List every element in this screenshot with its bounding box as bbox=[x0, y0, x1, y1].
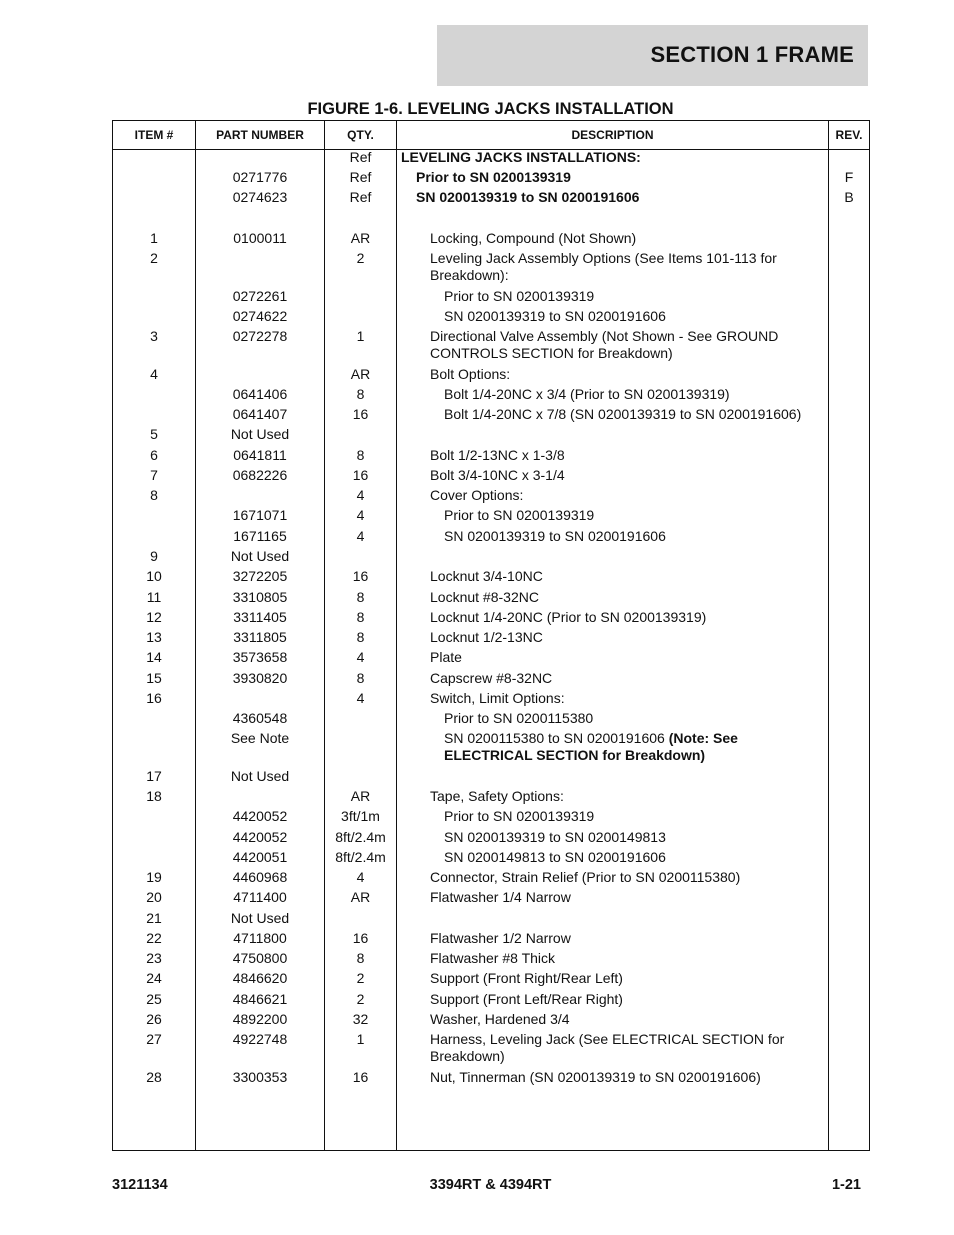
description-cell bbox=[430, 930, 808, 947]
description-text: Prior to SN 0200139319 bbox=[416, 169, 571, 185]
part-number-cell: 4420052 bbox=[232, 808, 288, 824]
part-number-cell: Not Used bbox=[230, 426, 290, 442]
description-text: Prior to SN 0200139319 bbox=[444, 808, 595, 824]
description-text: Prior to SN 0200139319 bbox=[444, 507, 595, 523]
qty-cell: 8 bbox=[356, 609, 365, 625]
description-text: Support (Front Left/Rear Right) bbox=[430, 991, 623, 1007]
item-cell: 28 bbox=[146, 1069, 162, 1085]
header-part-number: PART NUMBER bbox=[216, 128, 304, 142]
description-cell bbox=[430, 250, 808, 284]
model-name: 3394RT & 4394RT bbox=[429, 1177, 552, 1193]
part-number-cell: Not Used bbox=[230, 910, 290, 926]
description-cell bbox=[430, 467, 808, 484]
item-cell: 16 bbox=[146, 690, 162, 706]
rev-cell: B bbox=[844, 189, 854, 205]
description-cell bbox=[444, 730, 822, 764]
part-number-cell: 4420051 bbox=[232, 849, 288, 865]
qty-cell: 4 bbox=[356, 690, 365, 706]
part-number-cell: 4711400 bbox=[233, 889, 287, 905]
description-cell bbox=[430, 1031, 808, 1065]
qty-cell: 4 bbox=[356, 528, 365, 544]
item-cell: 22 bbox=[146, 930, 162, 946]
item-cell: 1 bbox=[150, 230, 158, 246]
part-number-cell: 1671071 bbox=[232, 507, 288, 523]
section-title: SECTION 1 FRAME bbox=[650, 42, 854, 67]
description-text: Plate bbox=[430, 649, 462, 665]
description-text: Bolt 1/2-13NC x 1-3/8 bbox=[430, 447, 565, 463]
qty-cell: AR bbox=[350, 230, 371, 246]
qty-cell: Ref bbox=[349, 189, 372, 205]
part-number-cell: 4846620 bbox=[232, 970, 288, 986]
item-cell: 24 bbox=[146, 970, 162, 986]
description-cell bbox=[444, 808, 822, 825]
description-text: Locknut 1/2-13NC bbox=[430, 629, 543, 645]
qty-cell: 8ft/2.4m bbox=[335, 849, 386, 865]
column-divider bbox=[828, 121, 829, 1150]
qty-cell: 16 bbox=[352, 1069, 369, 1085]
qty-cell: AR bbox=[350, 366, 371, 382]
qty-cell: 4 bbox=[356, 869, 365, 885]
description-cell bbox=[430, 609, 808, 626]
qty-cell: 8 bbox=[356, 386, 365, 402]
item-cell: 15 bbox=[146, 670, 162, 686]
item-cell: 27 bbox=[146, 1031, 162, 1047]
item-cell: 17 bbox=[146, 768, 162, 784]
description-text: Locknut 3/4-10NC bbox=[430, 568, 543, 584]
item-cell: 13 bbox=[146, 629, 162, 645]
description-cell bbox=[430, 991, 808, 1008]
qty-cell: 8ft/2.4m bbox=[335, 829, 386, 845]
description-cell bbox=[444, 528, 822, 545]
item-cell: 6 bbox=[150, 447, 158, 463]
qty-cell: 4 bbox=[356, 487, 365, 503]
qty-cell: 2 bbox=[356, 970, 365, 986]
part-number-cell: 0274622 bbox=[232, 308, 288, 324]
qty-cell: 8 bbox=[356, 447, 365, 463]
qty-cell: 1 bbox=[356, 328, 365, 344]
description-cell bbox=[444, 288, 822, 305]
item-cell: 18 bbox=[146, 788, 162, 804]
description-cell bbox=[444, 406, 822, 423]
qty-cell: 16 bbox=[352, 568, 369, 584]
description-cell bbox=[401, 149, 779, 166]
description-text: SN 0200139319 to SN 0200191606 bbox=[444, 308, 666, 324]
description-text: SN 0200149813 to SN 0200191606 bbox=[444, 849, 666, 865]
description-text: Nut, Tinnerman (SN 0200139319 to SN 0200191606) bbox=[430, 1069, 761, 1085]
description-text: SN 0200139319 to SN 0200191606 bbox=[416, 189, 640, 205]
part-number-cell: 4360548 bbox=[232, 710, 288, 726]
description-text: Flatwasher 1/4 Narrow bbox=[430, 889, 571, 905]
description-cell bbox=[444, 308, 822, 325]
description-text: Locking, Compound (Not Shown) bbox=[430, 230, 637, 246]
description-text: SN 0200139319 to SN 0200191606 bbox=[444, 528, 666, 544]
description-text: Prior to SN 0200139319 bbox=[444, 288, 595, 304]
description-cell bbox=[430, 788, 808, 805]
part-number-cell: 4922748 bbox=[232, 1031, 288, 1047]
description-text: Capscrew #8-32NC bbox=[430, 670, 553, 686]
item-cell: 21 bbox=[146, 910, 162, 926]
description-text: Harness, Leveling Jack (See ELECTRICAL SECTION for Breakdown) bbox=[430, 1031, 785, 1064]
part-number-cell: 3573658 bbox=[232, 649, 288, 665]
description-text: SN 0200115380 to SN 0200191606 bbox=[444, 730, 669, 746]
item-cell: 14 bbox=[146, 649, 162, 665]
description-text: Cover Options: bbox=[430, 487, 524, 503]
part-number-cell: 4711800 bbox=[233, 930, 287, 946]
item-cell: 4 bbox=[150, 366, 158, 382]
header-description: DESCRIPTION bbox=[571, 128, 654, 142]
description-cell bbox=[430, 230, 808, 247]
description-cell bbox=[444, 849, 822, 866]
section-banner bbox=[437, 25, 868, 86]
description-cell bbox=[430, 970, 808, 987]
description-cell bbox=[444, 710, 822, 727]
description-text: Locknut #8-32NC bbox=[430, 589, 539, 605]
qty-cell: 16 bbox=[352, 406, 369, 422]
item-cell: 2 bbox=[150, 250, 158, 266]
qty-cell: AR bbox=[350, 788, 371, 804]
part-number-cell: 0682226 bbox=[232, 467, 288, 483]
item-cell: 12 bbox=[146, 609, 162, 625]
description-cell bbox=[430, 950, 808, 967]
qty-cell: 32 bbox=[352, 1011, 369, 1027]
part-number-cell: 0641406 bbox=[232, 386, 288, 402]
part-number-cell: 0272261 bbox=[232, 288, 288, 304]
description-text: Support (Front Right/Rear Left) bbox=[430, 970, 623, 986]
doc-number: 3121134 bbox=[112, 1177, 168, 1193]
qty-cell: 4 bbox=[356, 507, 365, 523]
description-cell bbox=[444, 386, 822, 403]
item-cell: 19 bbox=[146, 869, 162, 885]
part-number-cell: Not Used bbox=[230, 548, 290, 564]
qty-cell: 4 bbox=[356, 649, 365, 665]
description-cell bbox=[430, 1011, 808, 1028]
item-cell: 5 bbox=[150, 426, 158, 442]
item-cell: 25 bbox=[146, 991, 162, 1007]
description-cell bbox=[430, 690, 808, 707]
description-text: Flatwasher #8 Thick bbox=[430, 950, 556, 966]
qty-cell: 3ft/1m bbox=[341, 808, 380, 824]
item-cell: 26 bbox=[146, 1011, 162, 1027]
qty-cell: 2 bbox=[356, 991, 365, 1007]
qty-cell: AR bbox=[350, 889, 371, 905]
item-cell: 9 bbox=[150, 548, 158, 564]
part-number-cell: 1671165 bbox=[233, 528, 287, 544]
rev-cell: F bbox=[844, 169, 854, 185]
part-number-cell: 0641407 bbox=[232, 406, 288, 422]
qty-cell: 16 bbox=[352, 467, 369, 483]
part-number-cell: 0100011 bbox=[233, 230, 287, 246]
part-number-cell: 3272205 bbox=[232, 568, 288, 584]
item-cell: 8 bbox=[150, 487, 158, 503]
description-text: Connector, Strain Relief (Prior to SN 0200115380) bbox=[430, 869, 741, 885]
description-text: Leveling Jack Assembly Options (See Items 101-113 for Breakdown): bbox=[430, 250, 777, 283]
item-cell: 23 bbox=[146, 950, 162, 966]
description-note: (Note: See ELECTRICAL SECTION for Breakdown) bbox=[444, 730, 738, 763]
description-cell bbox=[444, 507, 822, 524]
part-number-cell: 0271776 bbox=[232, 169, 288, 185]
description-text: Bolt 1/4-20NC x 3/4 (Prior to SN 0200139319) bbox=[444, 386, 730, 402]
part-number-cell: Not Used bbox=[230, 768, 290, 784]
column-divider bbox=[396, 121, 397, 1150]
description-cell bbox=[416, 189, 794, 206]
part-number-cell: 0274623 bbox=[232, 189, 288, 205]
item-cell: 11 bbox=[146, 589, 162, 605]
part-number-cell: 4420052 bbox=[232, 829, 288, 845]
part-number-cell: 4846621 bbox=[232, 991, 288, 1007]
qty-cell: 1 bbox=[356, 1031, 365, 1047]
qty-cell: Ref bbox=[349, 149, 372, 165]
description-cell bbox=[430, 889, 808, 906]
part-number-cell: 0641811 bbox=[233, 447, 287, 463]
qty-cell: 8 bbox=[356, 950, 365, 966]
description-text: Washer, Hardened 3/4 bbox=[430, 1011, 570, 1027]
description-text: Directional Valve Assembly (Not Shown - See GROUND CONTROLS SECTION for Breakdown) bbox=[430, 328, 779, 361]
part-number-cell: 3300353 bbox=[232, 1069, 288, 1085]
part-number-cell: 4892200 bbox=[232, 1011, 288, 1027]
qty-cell: 16 bbox=[352, 930, 369, 946]
description-text: Prior to SN 0200115380 bbox=[444, 710, 594, 726]
item-cell: 20 bbox=[146, 889, 162, 905]
description-text: Switch, Limit Options: bbox=[430, 690, 565, 706]
item-cell: 10 bbox=[146, 568, 162, 584]
description-cell bbox=[430, 366, 808, 383]
qty-cell: 8 bbox=[356, 629, 365, 645]
description-text: Locknut 1/4-20NC (Prior to SN 0200139319) bbox=[430, 609, 707, 625]
figure-title: FIGURE 1-6. LEVELING JACKS INSTALLATION bbox=[307, 100, 674, 118]
part-number-cell: 3930820 bbox=[232, 670, 288, 686]
qty-cell: Ref bbox=[349, 169, 372, 185]
part-number-cell: See Note bbox=[230, 730, 290, 746]
description-text: Bolt 3/4-10NC x 3-1/4 bbox=[430, 467, 565, 483]
qty-cell: 8 bbox=[356, 670, 365, 686]
part-number-cell: 3311405 bbox=[233, 609, 287, 625]
item-cell: 3 bbox=[150, 328, 158, 344]
description-cell bbox=[416, 169, 794, 186]
description-cell bbox=[430, 670, 808, 687]
description-text: Tape, Safety Options: bbox=[430, 788, 564, 804]
item-cell: 7 bbox=[150, 467, 158, 483]
description-cell bbox=[430, 1069, 808, 1086]
description-cell bbox=[430, 328, 808, 362]
description-text: Bolt 1/4-20NC x 7/8 (SN 0200139319 to SN 0200191606) bbox=[444, 406, 802, 422]
page-number: 1-21 bbox=[831, 1177, 861, 1193]
description-text: Flatwasher 1/2 Narrow bbox=[430, 930, 571, 946]
header-rev: REV. bbox=[835, 128, 863, 142]
description-cell bbox=[430, 447, 808, 464]
description-text: SN 0200139319 to SN 0200149813 bbox=[444, 829, 666, 845]
header-qty: QTY. bbox=[347, 128, 374, 142]
part-number-cell: 3311805 bbox=[233, 629, 287, 645]
description-cell bbox=[430, 568, 808, 585]
description-cell bbox=[430, 649, 808, 666]
part-number-cell: 0272278 bbox=[232, 328, 288, 344]
description-cell bbox=[430, 487, 808, 504]
description-cell bbox=[430, 589, 808, 606]
header-item: ITEM # bbox=[134, 128, 174, 142]
description-cell bbox=[430, 629, 808, 646]
part-number-cell: 4460968 bbox=[232, 869, 288, 885]
parts-table bbox=[112, 120, 870, 1151]
description-cell bbox=[444, 829, 822, 846]
part-number-cell: 4750800 bbox=[232, 950, 288, 966]
description-text: Bolt Options: bbox=[430, 366, 511, 382]
qty-cell: 2 bbox=[356, 250, 365, 266]
description-text: LEVELING JACKS INSTALLATIONS: bbox=[401, 149, 641, 165]
part-number-cell: 3310805 bbox=[232, 589, 288, 605]
description-cell bbox=[430, 869, 808, 886]
qty-cell: 8 bbox=[356, 589, 365, 605]
